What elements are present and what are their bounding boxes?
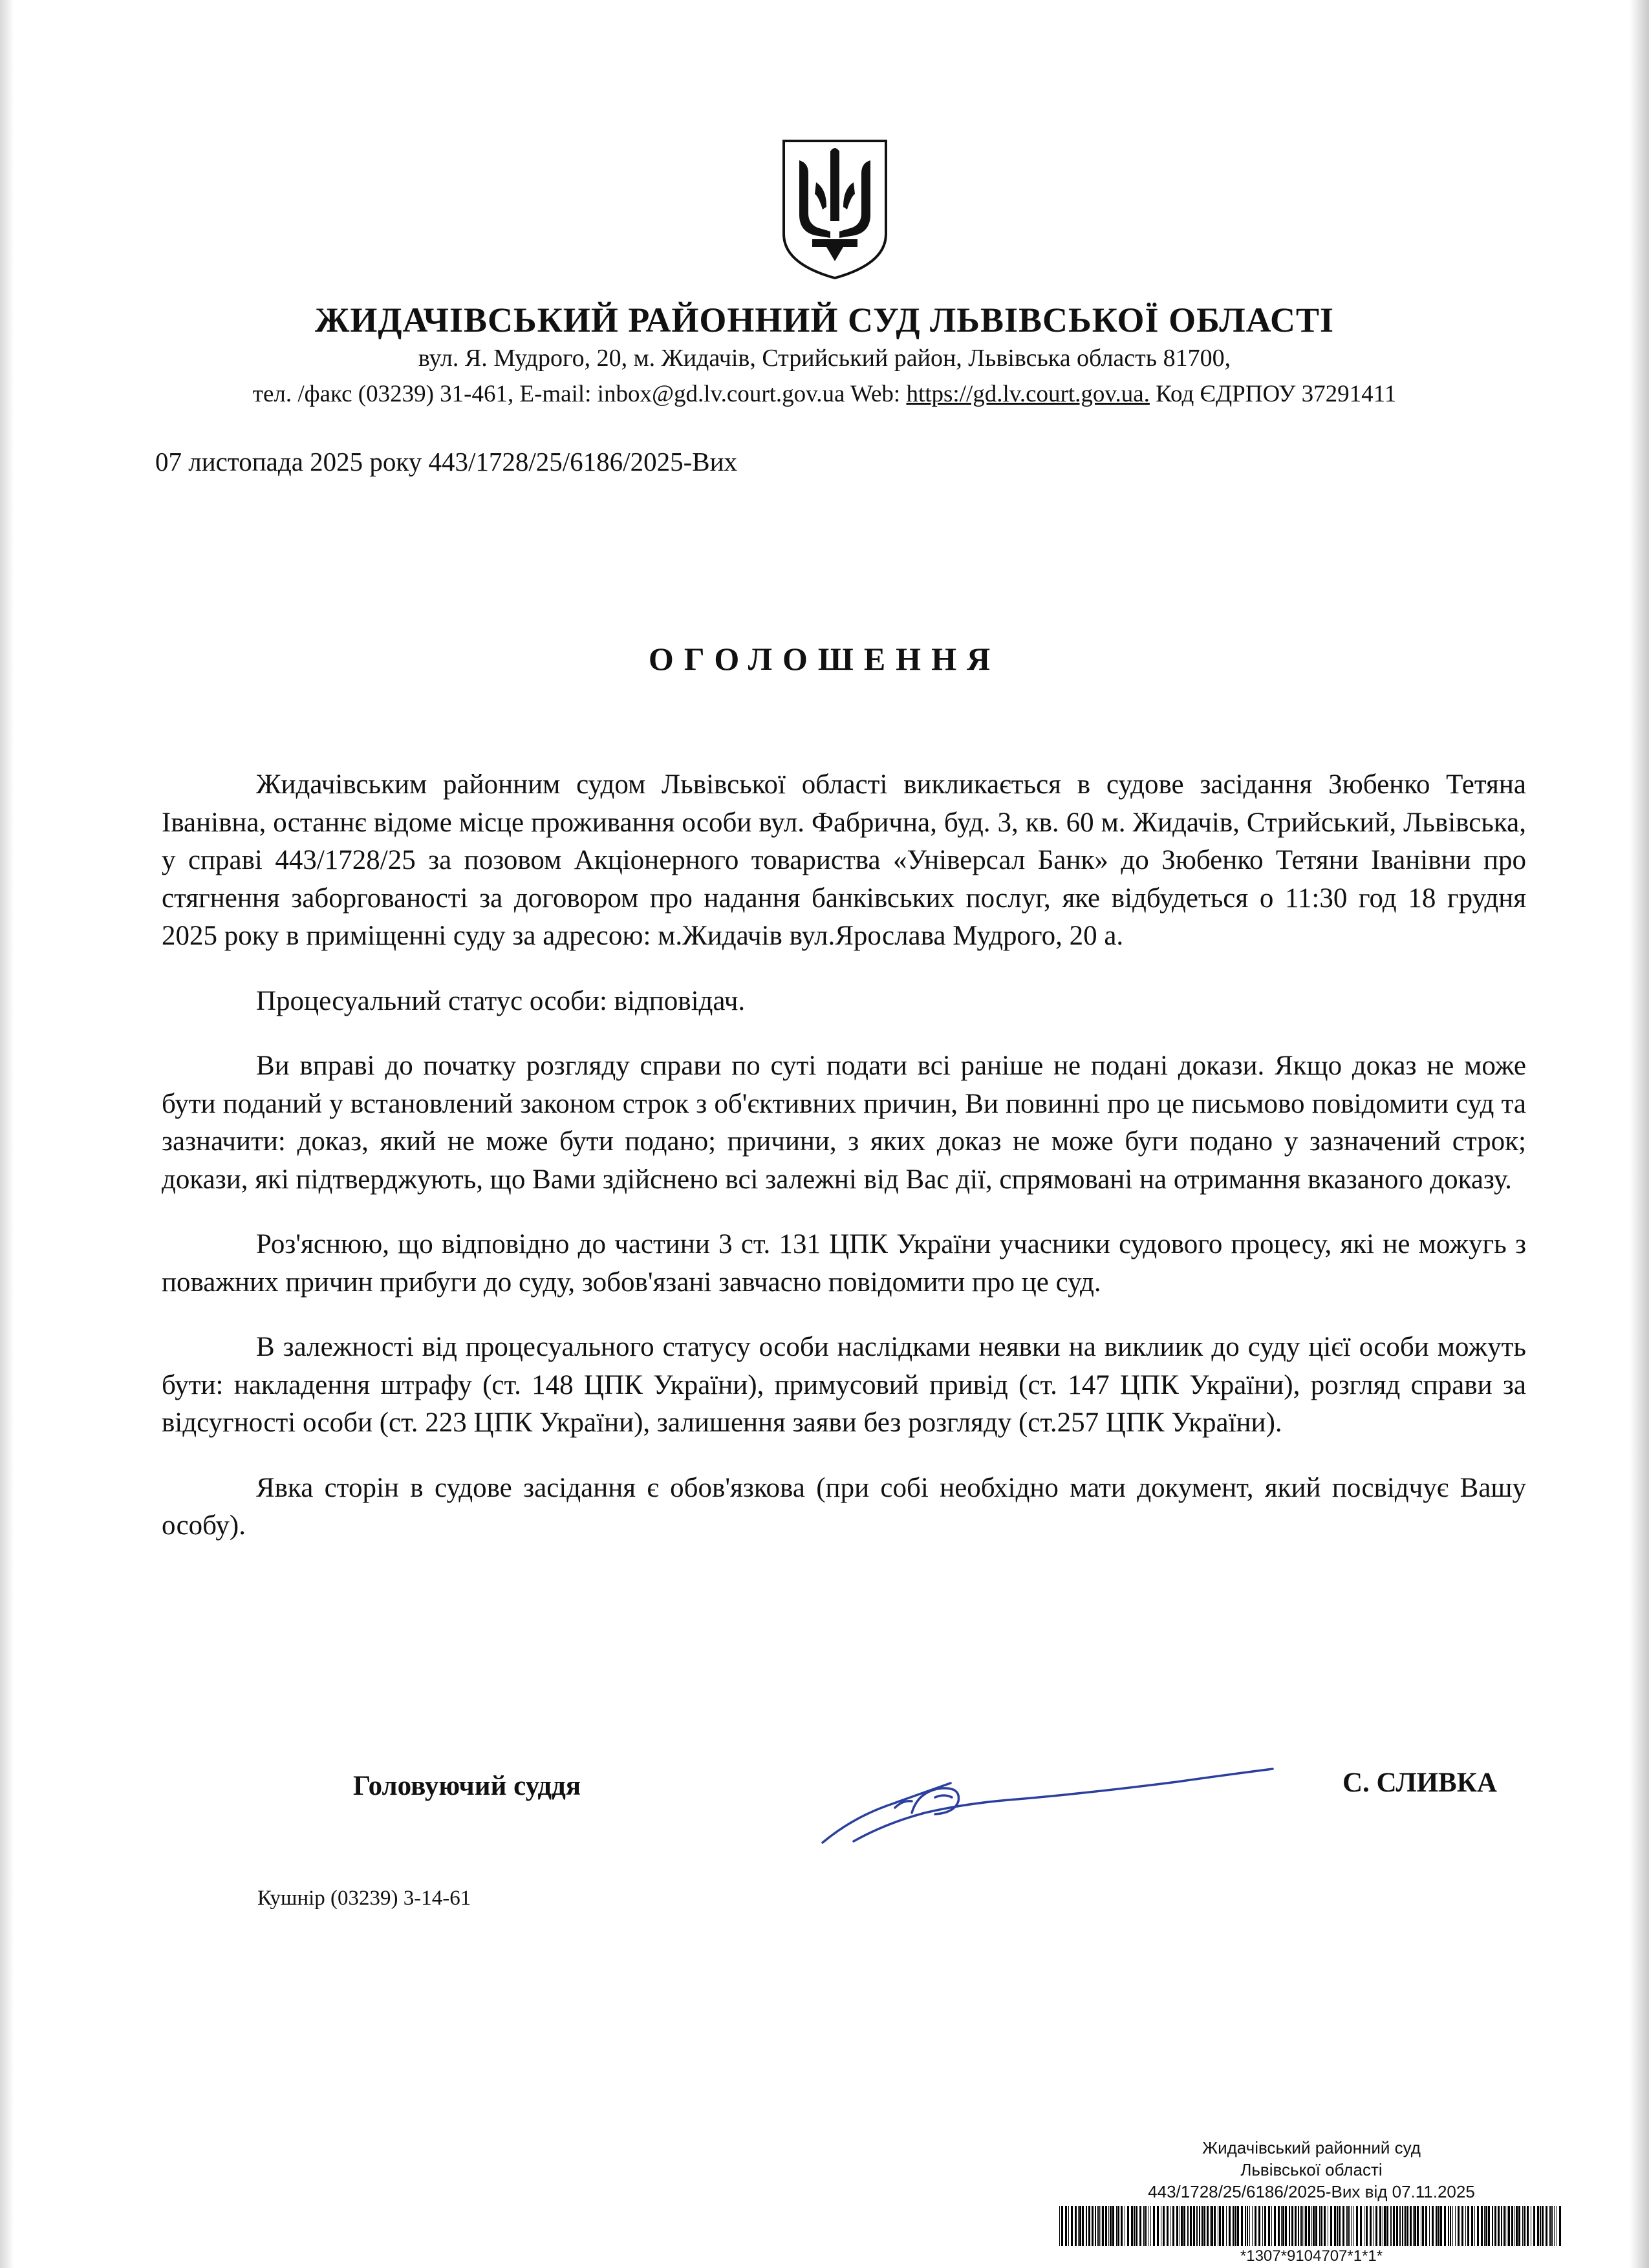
judge-name: С. СЛИВКА — [1342, 1768, 1497, 1798]
court-name: ЖИДАЧІВСЬКИЙ РАЙОННИЙ СУД ЛЬВІВСЬКОЇ ОБЛАСТІ — [314, 301, 1334, 339]
stamp-court-name: Жидачівський районний суд — [1202, 2138, 1421, 2157]
scan-edge — [0, 0, 14, 2268]
paragraph-consequences: В залежності від процесуального статусу особи наслідками неявки на виклиик до суду цієї особи можуть бути: накладення штрафу (ст. 148 ЦПК України), примусовий привід (ст. 147 ЦПК України), розгляд справи за відсугності особи (ст. 223 ЦПК України), залишення заяви без розгляду (ст.257 ЦПК України). — [162, 1332, 1526, 1438]
paragraph-summons: Жидачівським районним судом Львівської області викликається в судове засідання Зюбенко Тетяна Іванівна, останнє відоме місце проживання особи вул. Фабрична, буд. 3, кв. 60 м. Жидачів, Стрийський, Львівська, у справі 443/1728/25 за позовом Акціонерного товариства «Універсал Банк» до Зюбенко Тетяни Іванівни про стягнення заборгованості за договором про надання банківських послуг, яке відбудеться о 11:30 год 18 грудня 2025 року в приміщенні суду за адресою: м.Жидачів вул.Ярослава Мудрого, 20 а. — [162, 769, 1526, 951]
document-title: ОГОЛОШЕННЯ — [648, 641, 1001, 677]
presiding-judge-label: Головуючий суддя — [353, 1771, 581, 1801]
edrpou-code: Код ЄДРПОУ 37291411 — [1149, 381, 1397, 407]
court-website-link[interactable]: https://gd.lv.court.gov.ua. — [906, 381, 1150, 407]
contacts-phone-email: тел. /факс (03239) 31-461, E-mail: inbox@gd.lv.court.gov.ua Web: — [252, 381, 907, 407]
registration-stamp — [1059, 2137, 1564, 2203]
stamp-region: Львівської області — [1240, 2160, 1383, 2179]
paragraph-status: Процесуальний статус особи: відповідач. — [256, 985, 746, 1016]
outgoing-number: 07 листопада 2025 року 443/1728/25/6186/2025-Вих — [155, 447, 738, 476]
trident-emblem-icon — [780, 137, 890, 281]
stamp-outgoing-ref: 443/1728/25/6186/2025-Вих від 07.11.2025 — [1148, 2182, 1475, 2201]
court-contacts — [0, 380, 1649, 408]
paragraph-clarification: Роз'яснюю, що відповідно до частини 3 ст. 131 ЦПК України учасники судового процесу, які не можугь з поважних причин прибуги до суду, зобов'язані завчасно повідомити про це суд. — [162, 1229, 1526, 1298]
handwritten-signature — [815, 1746, 1280, 1856]
barcode-number: *1307*9104707*1*1* — [1240, 2247, 1383, 2265]
executor-contact: Кушнір (03239) 3-14-61 — [257, 1887, 471, 1910]
paragraph-evidence: Ви вправі до початку розгляду справи по суті подати всі раніше не подані докази. Якщо доказ не може бути поданий у встановлений законом строк з об'єктивних причин, Ви повинні про це письмово повідомити суд та зазначити: доказ, який не може бути подано; причини, з яких доказ не може буги подано у зазначений строк; докази, які підтверджують, що Вами здійснено всі залежні від Вас дії, спрямовані на отримання вказаного доказу. — [162, 1051, 1526, 1195]
court-address: вул. Я. Мудрого, 20, м. Жидачів, Стрийський район, Львівська область 81700, — [418, 345, 1231, 372]
paragraph-attendance: Явка сторін в судове засідання є обов'язкова (при собі необхідно мати документ, який посвідчує Вашу особу). — [162, 1472, 1526, 1541]
announcement-body — [162, 766, 1526, 1572]
scan-edge — [1630, 0, 1649, 2268]
barcode — [1058, 2206, 1565, 2246]
